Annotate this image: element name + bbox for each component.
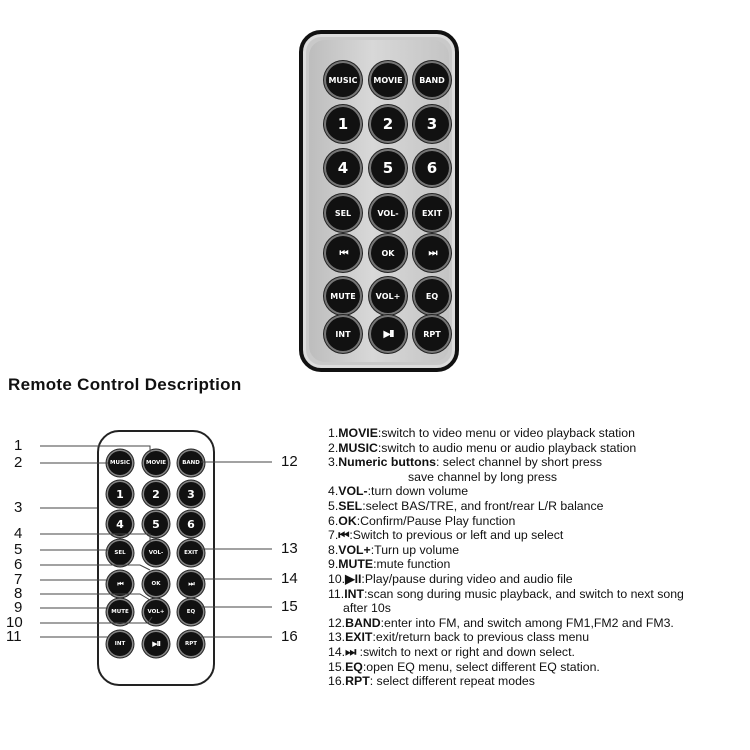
diagram-remote-button: MUTE <box>108 600 132 624</box>
description-item <box>328 557 748 572</box>
item-key: EQ <box>345 659 363 674</box>
big-remote-button: MOVIE <box>371 63 405 97</box>
diagram-remote-button: 4 <box>108 512 132 536</box>
description-item <box>328 484 748 499</box>
big-remote-button: 1 <box>326 107 360 141</box>
remote-face <box>309 40 449 362</box>
callout-number: 12 <box>281 453 298 470</box>
diagram-remote-button: 6 <box>179 512 203 536</box>
diagram-remote-button: SEL <box>108 541 132 565</box>
description-item <box>328 616 748 631</box>
diagram-remote-button: ⏭ <box>179 572 203 596</box>
item-text: :Play/pause during video and audio file <box>361 571 573 586</box>
callout-number: 2 <box>14 454 23 471</box>
diagram-remote-button: INT <box>108 632 132 656</box>
description-item <box>328 601 748 616</box>
diagram-remote-button: EQ <box>179 600 203 624</box>
callout-number: 3 <box>14 499 23 516</box>
item-key: VOL- <box>338 484 368 499</box>
description-item <box>328 455 748 470</box>
diagram-remote-button: 1 <box>108 482 132 506</box>
item-number: 1. <box>328 426 339 440</box>
item-key: EXIT <box>345 630 373 645</box>
item-text: :mute function <box>373 557 451 572</box>
item-text: :switch to audio menu or audio playback station <box>377 440 637 455</box>
description-item <box>328 441 748 456</box>
description-item <box>328 499 748 514</box>
item-text: after 10s <box>343 601 391 616</box>
item-text: :Confirm/Pause Play function <box>356 513 516 528</box>
diagram-remote-button: VOL+ <box>144 600 168 624</box>
item-key: INT <box>344 586 364 601</box>
callout-number: 14 <box>281 570 298 587</box>
big-remote-button: 2 <box>371 107 405 141</box>
item-text: :Turn up volume <box>370 542 460 557</box>
remote-control-photo <box>299 30 459 372</box>
item-text: :enter into FM, and switch among FM1,FM2 and FM3. <box>380 615 674 630</box>
description-item <box>328 514 748 529</box>
item-number: 11. <box>328 586 345 601</box>
item-number: 10. <box>328 571 346 586</box>
item-number: 12. <box>328 615 346 630</box>
item-key: MOVIE <box>338 426 378 440</box>
item-key: ▶II <box>345 571 362 586</box>
item-key: MUTE <box>338 557 374 572</box>
big-remote-button: OK <box>371 236 405 270</box>
item-key: OK <box>338 513 357 528</box>
diagram-remote-button: MUSIC <box>108 451 132 475</box>
callout-number: 4 <box>14 525 23 542</box>
description-item <box>328 630 748 645</box>
item-text: :open EQ menu, select different EQ station. <box>362 659 600 674</box>
callout-number: 13 <box>281 540 298 557</box>
diagram-remote-button: MOVIE <box>144 451 168 475</box>
callout-number: 11 <box>6 628 22 645</box>
callout-number: 10 <box>6 614 23 631</box>
big-remote-button: SEL <box>326 196 360 230</box>
description-item <box>328 543 748 558</box>
item-number: 4. <box>328 484 339 499</box>
item-text: :select BAS/TRE, and front/rear L/R balance <box>362 498 604 513</box>
item-key: ⏭ <box>345 644 357 659</box>
callout-number: 7 <box>14 571 23 588</box>
diagram-remote-button: ⏮ <box>108 572 132 596</box>
big-remote-button: 3 <box>415 107 449 141</box>
item-text: : select different repeat modes <box>369 674 535 689</box>
item-text: :switch to video menu or video playback station <box>377 426 635 440</box>
description-item <box>328 674 748 689</box>
diagram-remote-button: OK <box>144 572 168 596</box>
item-text: :scan song during music playback, and switch to next song <box>364 586 684 601</box>
callout-number: 16 <box>281 628 298 645</box>
diagram-remote-button: VOL- <box>144 541 168 565</box>
item-number: 2. <box>328 440 339 455</box>
callout-number: 6 <box>14 556 23 573</box>
section-heading: Remote Control Description <box>8 375 242 394</box>
remote-control-diagram <box>97 430 215 686</box>
item-text: save channel by long press <box>408 469 558 484</box>
item-number: 8. <box>328 542 339 557</box>
item-key: VOL+ <box>338 542 371 557</box>
big-remote-button: VOL+ <box>371 279 405 313</box>
diagram-remote-button: BAND <box>179 451 203 475</box>
big-remote-button: MUTE <box>326 279 360 313</box>
big-remote-button: MUSIC <box>326 63 360 97</box>
item-key: BAND <box>345 615 381 630</box>
callout-number: 5 <box>14 541 23 558</box>
item-key: MUSIC <box>338 440 378 455</box>
item-number: 15. <box>328 659 346 674</box>
big-remote-button: EXIT <box>415 196 449 230</box>
callout-number: 15 <box>281 598 298 615</box>
item-number: 16. <box>328 674 346 689</box>
big-remote-button: INT <box>326 317 360 351</box>
description-item <box>328 426 748 441</box>
diagram-remote-button: 2 <box>144 482 168 506</box>
description-item <box>328 587 748 602</box>
item-number: 9. <box>328 557 339 572</box>
item-number: 7. <box>328 528 339 543</box>
callout-number: 1 <box>14 437 23 454</box>
item-key: ⏮ <box>338 528 350 543</box>
item-key: SEL <box>338 498 363 513</box>
diagram-remote-button: EXIT <box>179 541 203 565</box>
big-remote-button: 5 <box>371 151 405 185</box>
description-item <box>328 470 748 485</box>
item-number: 5. <box>328 498 339 513</box>
description-item <box>328 572 748 587</box>
big-remote-button: RPT <box>415 317 449 351</box>
big-remote-button: ⏭ <box>415 236 449 270</box>
item-number: 13. <box>328 630 346 645</box>
item-text: : select channel by short press <box>435 455 603 470</box>
item-text: :switch to next or right and down select. <box>356 644 575 659</box>
diagram-remote-button: 5 <box>144 512 168 536</box>
description-item <box>328 645 748 660</box>
big-remote-button: VOL- <box>371 196 405 230</box>
description-item <box>328 660 748 675</box>
big-remote-button: ▶II <box>371 317 405 351</box>
callout-number: 9 <box>14 599 23 616</box>
item-key: Numeric buttons <box>338 455 436 470</box>
item-number: 14. <box>328 644 346 659</box>
item-text: :exit/return back to previous class menu <box>372 630 590 645</box>
item-number: 3. <box>328 455 339 470</box>
big-remote-button: 4 <box>326 151 360 185</box>
big-remote-button: 6 <box>415 151 449 185</box>
diagram-remote-button: 3 <box>179 482 203 506</box>
description-item <box>328 528 748 543</box>
item-text: :Switch to previous or left and up select <box>349 528 564 543</box>
item-number: 6. <box>328 513 339 528</box>
callout-number: 8 <box>14 585 23 602</box>
big-remote-button: BAND <box>415 63 449 97</box>
item-key: RPT <box>345 674 370 689</box>
diagram-remote-button: ▶II <box>144 632 168 656</box>
big-remote-button: EQ <box>415 279 449 313</box>
item-text: :turn down volume <box>367 484 469 499</box>
diagram-remote-button: RPT <box>179 632 203 656</box>
big-remote-button: ⏮ <box>326 236 360 270</box>
description-list <box>328 426 748 689</box>
